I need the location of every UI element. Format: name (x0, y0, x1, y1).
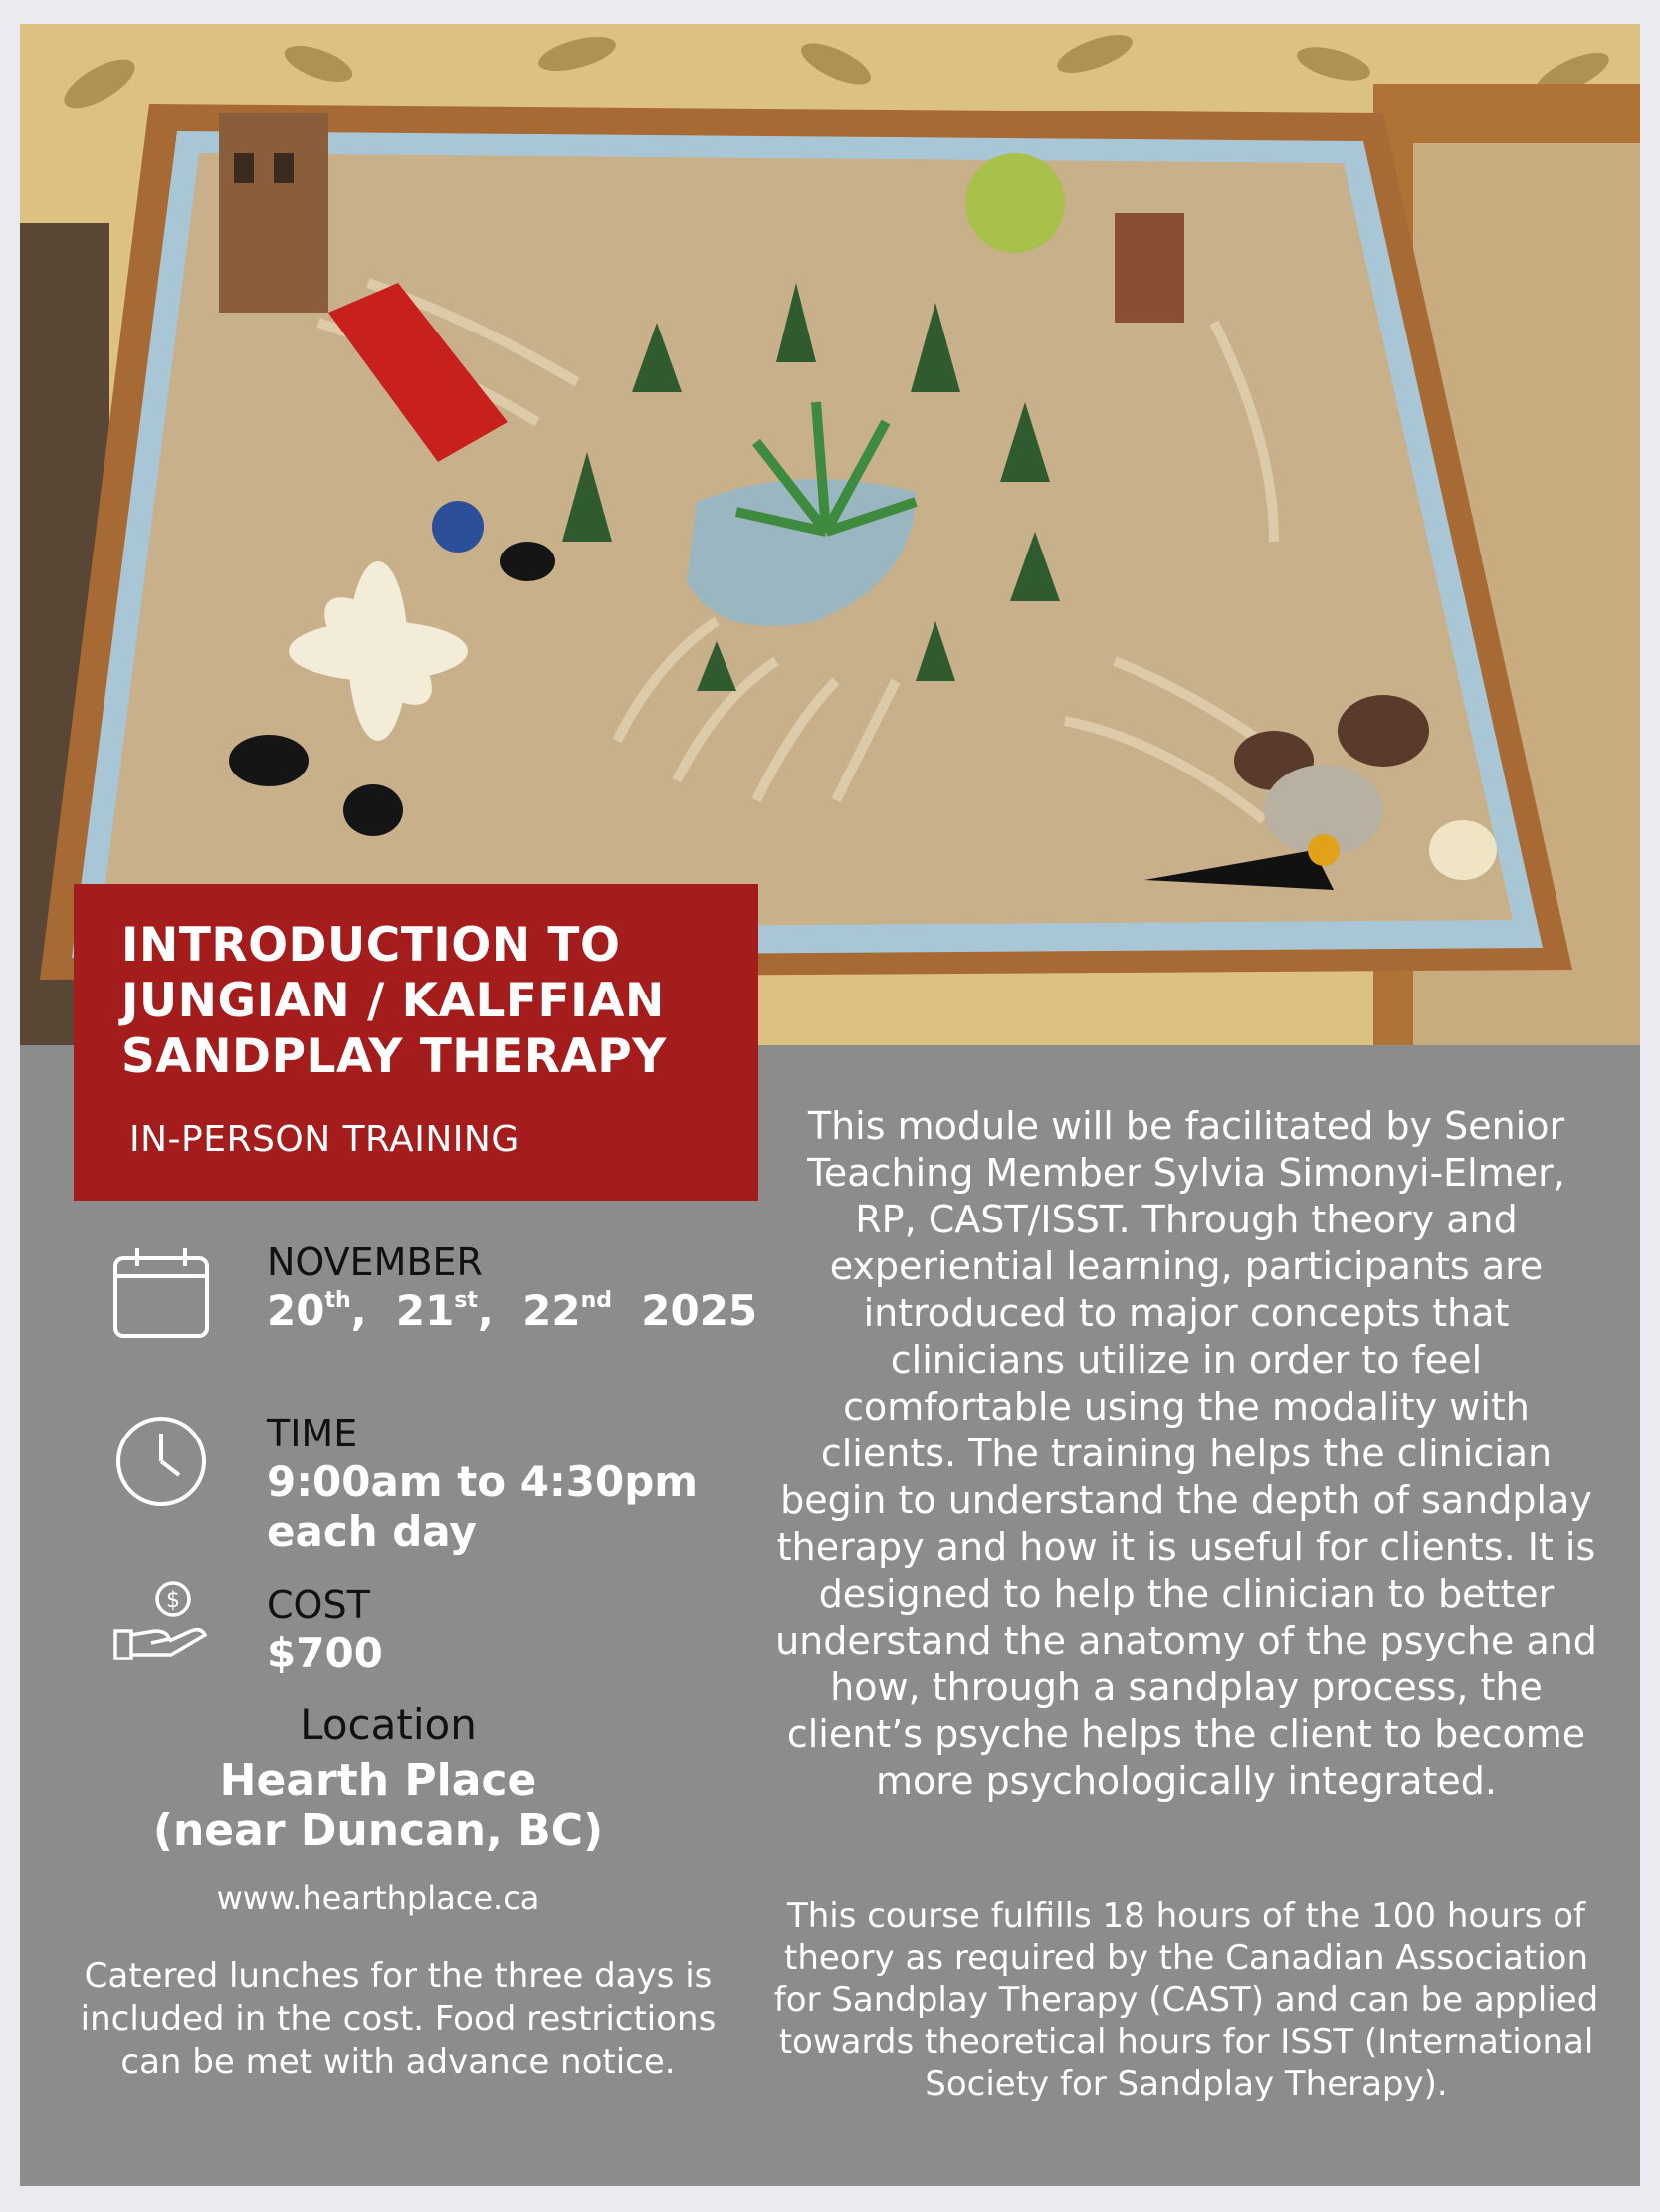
cast-note: This course fulfills 18 hours of the 100 hours of theory as required by the Canadian Association for Sandplay Therapy (CAST) and can be applied towards theoretical hours for ISST (International Society for Sandplay Therapy). (773, 1896, 1599, 2103)
year: 2025 (641, 1286, 758, 1335)
title-box (74, 884, 758, 1201)
course-title (121, 918, 711, 1085)
flyer (20, 24, 1640, 2186)
title-line-1: INTRODUCTION TO (121, 918, 621, 973)
course-description: This module will be facilitated by Senior Teaching Member Sylvia Simonyi-Elmer, RP, CAST/ISST. Through theory and experiential learning, participants are introduced to major concepts that clinicians utilize in order to feel comfortable using the modality with clients. The training helps the clinician begin to understand the depth of sandplay therapy and how it is useful for clients. It is designed to help the clinician to better understand the anatomy of the psyche and how, through a sandplay process, the client’s psyche helps the client to become more psychologically integrated. (775, 1104, 1597, 1803)
time-block (267, 1410, 698, 1557)
day-3: 22 (522, 1286, 581, 1335)
location-heading: Location (300, 1700, 477, 1749)
money-hand-icon (111, 1581, 211, 1668)
day-2-suffix: st (454, 1288, 478, 1313)
training-type: IN-PERSON TRAINING (129, 1119, 519, 1160)
cost-block (267, 1581, 383, 1678)
cost-value: $700 (267, 1629, 383, 1677)
date-days: 20th, 21st, 22nd 2025 (267, 1286, 758, 1335)
title-line-2: JUNGIAN / KALFFIAN (121, 974, 665, 1028)
lunch-note: Catered lunches for the three days is included in the cost. Food restrictions can be met with advance notice. (80, 1956, 717, 2082)
day-1-suffix: th (324, 1288, 351, 1313)
title-line-3: SANDPLAY THERAPY (121, 1029, 667, 1084)
website-link[interactable]: www.hearthplace.ca (216, 1880, 540, 1917)
calendar-icon (111, 1246, 211, 1344)
day-3-suffix: nd (580, 1288, 612, 1313)
date-month: NOVEMBER (267, 1240, 483, 1284)
cost-label: COST (267, 1583, 370, 1627)
time-label: TIME (267, 1412, 358, 1455)
svg-text:$: $ (166, 1588, 180, 1613)
location-name-line-1: Hearth Place (219, 1755, 537, 1806)
time-value-line-2: each day (267, 1507, 477, 1556)
day-2: 21 (395, 1286, 455, 1335)
day-1: 20 (267, 1286, 325, 1335)
date-block (267, 1238, 757, 1336)
clock-icon (113, 1414, 209, 1513)
location-name-line-2: (near Duncan, BC) (152, 1805, 604, 1856)
time-value-line-1: 9:00am to 4:30pm (267, 1457, 699, 1506)
location-name (60, 1756, 697, 1856)
